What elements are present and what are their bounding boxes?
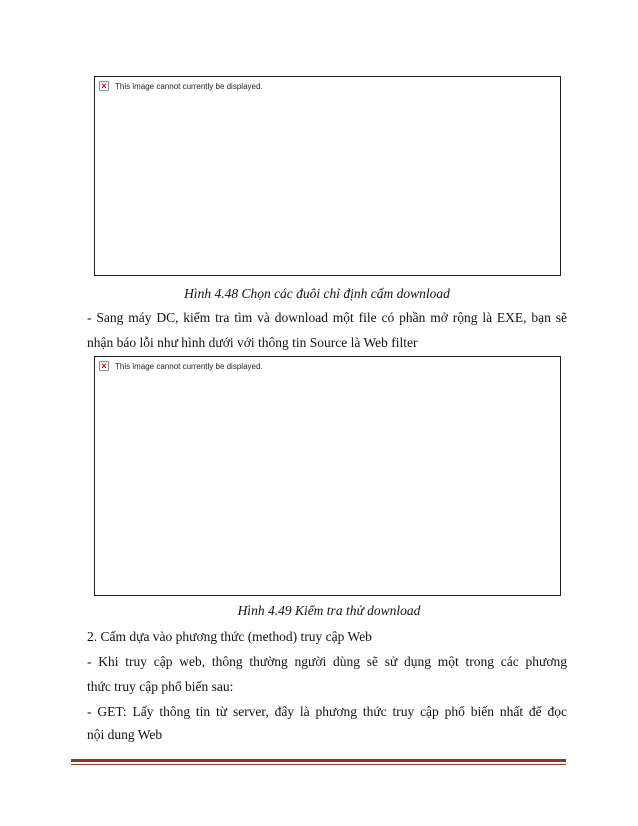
broken-image-icon: × [99, 361, 109, 371]
figure-2-image-placeholder [94, 356, 561, 596]
bullet-2-line-2: nội dung Web [87, 727, 163, 742]
figure-1-image-placeholder [94, 76, 561, 276]
broken-image-notice [99, 81, 263, 91]
section-heading: 2. Cấm dựa vào phương thức (method) truy cập Web [87, 629, 372, 644]
footer-rule-thick [71, 759, 566, 762]
bullet-1-line-2: thức truy cập phổ biến sau: [87, 679, 234, 694]
broken-image-text: This image cannot currently be displayed. [115, 81, 263, 91]
bullet-1-line-1: - Khi truy cập web, thông thường người dùng sẽ sử dụng một trong các phương [87, 654, 567, 669]
footer-rule-thin [71, 764, 566, 765]
paragraph-1-line-2: nhận báo lỗi như hình dưới với thông tin Source là Web filter [87, 335, 418, 350]
paragraph-1-line-1: - Sang máy DC, kiểm tra tìm và download một file có phần mở rộng là EXE, bạn sẽ [87, 310, 567, 325]
figure-2-caption: Hình 4.49 Kiểm tra thử download [237, 603, 421, 618]
broken-image-icon: × [99, 81, 109, 91]
broken-image-notice [99, 361, 263, 371]
figure-1-caption: Hình 4.48 Chọn các đuôi chỉ định cấm download [184, 286, 450, 301]
broken-image-text: This image cannot currently be displayed. [115, 361, 263, 371]
bullet-2-line-1: - GET: Lấy thông tin từ server, đây là phương thức truy cập phổ biến nhất để đọc [87, 704, 567, 719]
